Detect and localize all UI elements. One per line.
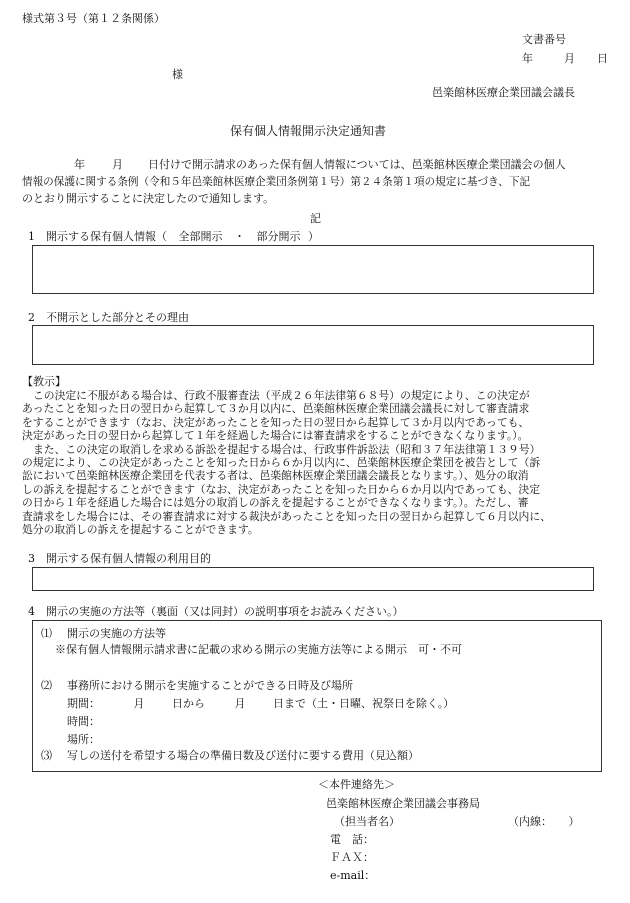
date-day: 日	[597, 52, 608, 65]
item1-text: ※保有個人情報開示請求書に記載の求める開示の実施方法等による開示 可・不可	[55, 643, 462, 656]
intro-month: 月	[112, 158, 123, 171]
section4-box	[32, 620, 602, 772]
notice-line: しの訴えを提起することができます（なお、決定があったことを知った日から６か月以内であっても、決定	[22, 482, 541, 496]
intro-line1: 日付けで開示請求のあった保有個人情報については、邑楽館林医療企業団議会の個人	[148, 158, 566, 171]
notice-line: 決定があった日の翌日から起算して１年を経過した場合には審査請求をすることができなくなります。）。	[22, 429, 529, 443]
place-label: 場所：	[67, 733, 100, 746]
date-year: 年	[522, 52, 533, 65]
contact-fax: ＦＡＸ：	[330, 851, 374, 864]
notice-line: あったことを知った日の翌日から起算して３か月以内に、邑楽館林医療企業団議会議長に対して審査請求	[22, 402, 530, 416]
issuer: 邑楽館林医療企業団議会議長	[432, 86, 575, 99]
ki-mark: 記	[310, 212, 321, 225]
contact-email: e-mail：	[330, 869, 376, 882]
intro-year: 年	[74, 158, 85, 171]
item1-title: 開示の実施の方法等	[67, 627, 166, 640]
section1-dot: ・	[234, 230, 245, 243]
section3-box[interactable]	[32, 567, 594, 591]
period-month-until: 月	[234, 697, 246, 710]
item1-number: ⑴	[41, 627, 52, 640]
contact-phone: 電 話：	[330, 833, 374, 846]
form-label: 様式第３号（第１２条関係）	[22, 12, 165, 25]
time-label: 時間：	[67, 715, 100, 728]
period-row	[67, 697, 454, 711]
doc-number-label: 文書番号	[522, 33, 566, 46]
item3-title: 写しの送付を希望する場合の準備日数及び送付に要する費用（見込額）	[67, 749, 419, 762]
notice-line: 査請求をした場合には、その審査請求に対する裁決があったことを知った日の翌日から起算して６月以内に、	[22, 509, 551, 523]
intro-line2: 情報の保護に関する条例（令和５年邑楽館林医療企業団条例第１号）第２４条第１項の規定に基づき、下記	[22, 176, 531, 188]
notice-heading: 【教示】	[22, 375, 66, 388]
intro-line3: のとおり開示することに決定したので通知します。	[22, 192, 275, 205]
contact-heading: ＜本件連絡先＞	[318, 778, 395, 791]
section1-label	[28, 230, 319, 244]
period-label: 期間：	[67, 697, 100, 710]
notice-body	[22, 389, 622, 536]
section1-full-disclosure: 全部開示	[178, 230, 223, 243]
item2-title: 事務所における開示を実施することができる日時及び場所	[67, 679, 353, 692]
addressee-suffix: 様	[172, 68, 183, 81]
section1-close: ）	[308, 230, 319, 243]
notice-line: の日から１年を経過した場合には処分の取消しの訴えを提起することができなくなります。）。ただし、審	[22, 496, 529, 510]
item3-number: ⑶	[41, 749, 52, 762]
notice-line: をすることができます（なお、決定があったことを知った日の翌日から起算して３か月以内であっても、	[22, 415, 530, 429]
section3-label: 3 開示する保有個人情報の利用目的	[28, 552, 211, 565]
date-month: 月	[564, 52, 575, 65]
notice-line: 訟において邑楽館林医療企業団を代表する者は、邑楽館林医療企業団議会議長となります。）、処分の取消	[22, 469, 529, 483]
contact-extension: （内線： ）	[508, 815, 580, 828]
notice-line: また、この決定の取消しを求める訴訟を提起する場合は、行政事件訴訟法（昭和３７年法律第１３９号）	[33, 442, 541, 456]
section4-label: 4 開示の実施の方法等（裏面（又は同封）の説明事項をお読みください。）	[28, 605, 404, 618]
notice-line: 処分の取消しの訴えを提起することができます。	[22, 523, 259, 537]
notice-line: この決定に不服がある場合は、行政不服審査法（平成２６年法律第６８号）の規定により、この決定が	[33, 389, 530, 402]
notice-line: の規定により、この決定があったことを知った日から６か月以内に、邑楽館林医療企業団を被告として（訴	[22, 456, 541, 470]
period-from: 日から	[172, 697, 205, 710]
page-title: 保有個人情報開示決定通知書	[230, 124, 387, 138]
section1-label-text: 1 開示する保有個人情報（	[28, 230, 167, 243]
period-until: 日まで（土・日曜、祝祭日を除く。）	[273, 697, 455, 710]
period-month-from: 月	[133, 697, 145, 710]
contact-person: （担当者名）	[334, 815, 400, 828]
section1-partial-disclosure: 部分開示	[256, 230, 301, 243]
contact-office: 邑楽館林医療企業団議会事務局	[326, 797, 480, 810]
item2-number: ⑵	[41, 679, 52, 692]
section2-label: 2 不開示とした部分とその理由	[28, 311, 189, 324]
section2-box[interactable]	[32, 325, 594, 365]
section1-box[interactable]	[32, 245, 594, 294]
